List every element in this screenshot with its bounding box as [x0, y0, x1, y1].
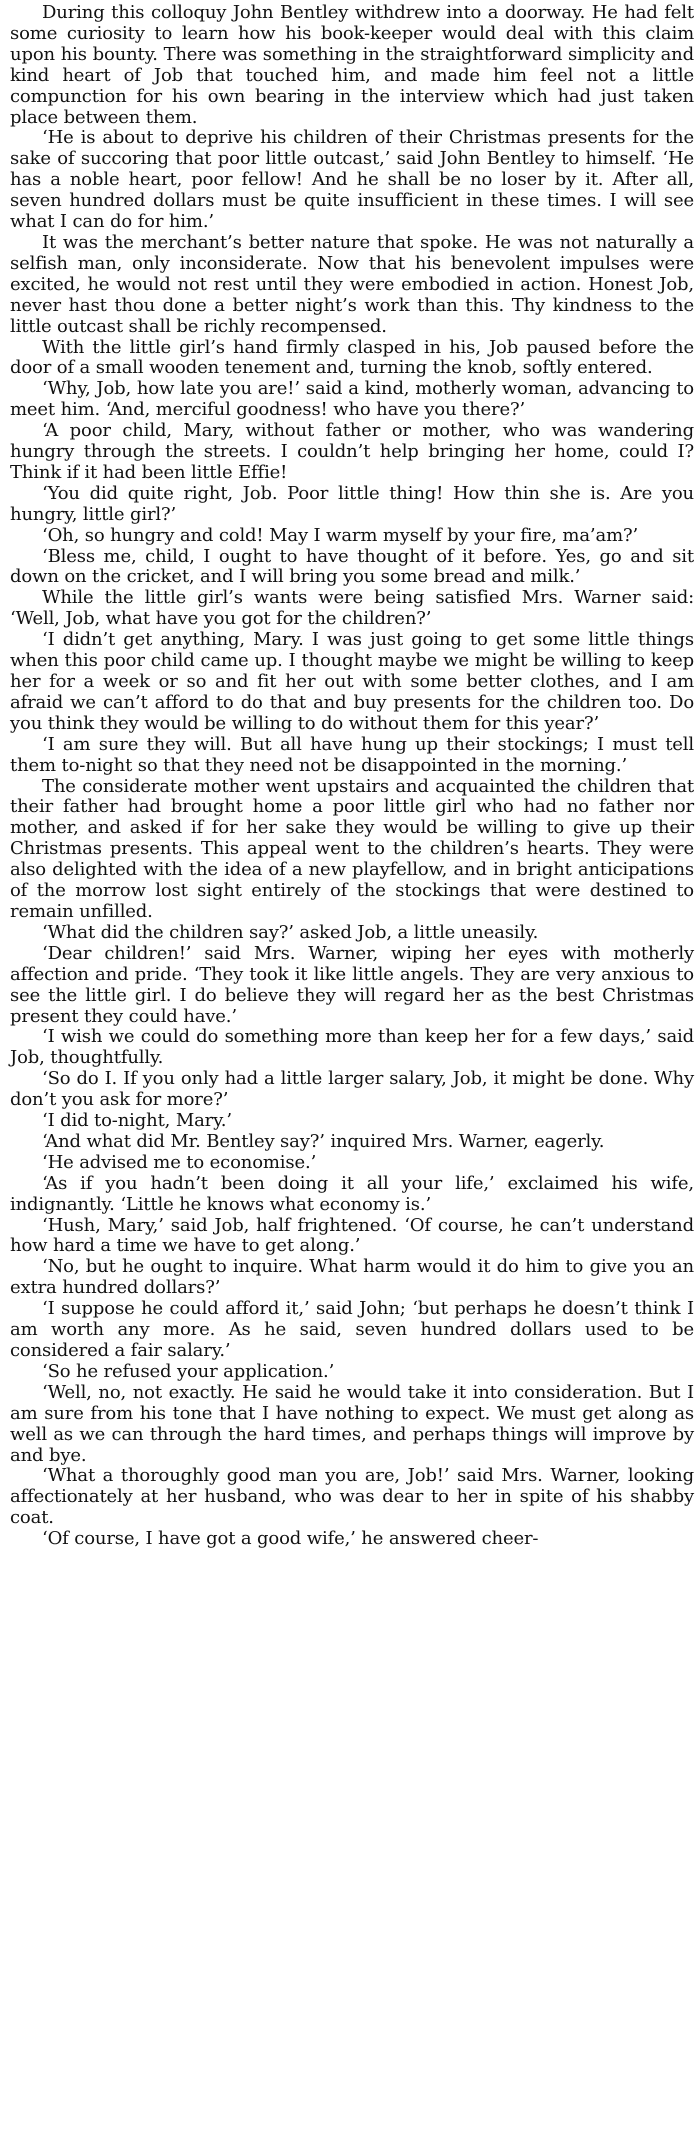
paragraph-economise: ‘He advised me to economise.’ [42, 1151, 317, 1173]
paragraph-good-man: ‘What a thoroughly good man you are, Job!’ said Mrs. Warner, looking affectionately at her husband, who was dear to her in spite of his shabby coat. [10, 1465, 694, 1529]
paragraph-hush-mary: ‘Hush, Mary,’ said Job, half frightened. ‘Of course, he can’t understand how hard a time we have to get along.’ [10, 1214, 694, 1257]
paragraph-larger-salary: ‘So do I. If you only had a little larger salary, Job, it might be done. Why don’t you ask for more?’ [10, 1068, 694, 1111]
paragraph-job-enters: With the little girl’s hand firmly clasped in his, Job paused before the door of a small wooden tenement and, turning the knob, softly entered. [10, 336, 694, 379]
paragraph-indignant-wife: ‘As if you hadn’t been doing it all your life,’ exclaimed his wife, indignantly. ‘Little he knows what economy is.’ [10, 1172, 694, 1215]
paragraph-dear-children: ‘Dear children!’ said Mrs. Warner, wiping her eyes with motherly affection and pride. ‘They took it like little angels. They are very anxious to see the little girl. I do believe they will regard her as the best Christmas present they could have.’ [10, 942, 694, 1027]
paragraph-refused: ‘So he refused your application.’ [42, 1360, 335, 1382]
paragraph-mary-greets: ‘Why, Job, how late you are!’ said a kind, motherly woman, advancing to meet him. ‘And, merciful goodness! who have you there?’ [10, 378, 694, 421]
paragraph-keep-her: ‘I wish we could do something more than keep her for a few days,’ said Job, thoughtfully. [10, 1026, 694, 1069]
paragraph-afford-it: ‘I suppose he could afford it,’ said John; ‘but perhaps he doesn’t think I am worth any more. As he said, seven hundred dollars used to be considered a fair salary.’ [10, 1298, 694, 1361]
paragraph-mrs-warner-asks: While the little girl’s wants were being satisfied Mrs. Warner said: ‘Well, Job, what have you got for the children?’ [10, 587, 694, 630]
paragraph-job-no-presents: ‘I didn’t get anything, Mary. I was just going to get some little things when this poor child came up. I thought maybe we might be willing to keep her for a week or so and fit her out with some better clothes, and I am afraid we can’t afford to do that and buy presents for the children too. Do you think they would be willing to do without them for this year?’ [10, 629, 694, 734]
paragraph-girl-cold: ‘Oh, so hungry and cold! May I warm myself by your fire, ma’am?’ [42, 524, 639, 546]
paragraph-stockings: ‘I am sure they will. But all have hung up their stockings; I must tell them to-night so that they need not be disappointed in the morning.’ [10, 733, 694, 776]
paragraph-mary-approves: ‘You did quite right, Job. Poor little thing! How thin she is. Are you hungry, little girl?’ [10, 482, 694, 525]
paragraph-consideration: ‘Well, no, not exactly. He said he would take it into consideration. But I am sure from his tone that I have nothing to expect. We must get along as well as we can through the hard times, and perhaps things will improve by and bye. [10, 1381, 694, 1466]
paragraph-good-wife: ‘Of course, I have got a good wife,’ he answered cheer- [42, 1528, 539, 1550]
paragraph-job-explains: ‘A poor child, Mary, without father or mother, who was wandering hungry through the streets. I couldn’t help bringing her home, could I? Think if it had been little Effie! [10, 420, 694, 483]
paragraph-bentley-withdrew: During this colloquy John Bentley withdrew into a doorway. He had felt some curiosity to learn how his book-keeper would deal with this claim upon his bounty. There was something in the straightforward simplicity and kind heart of Job that touched him, and made him feel not a little compunction for his own bearing in the interview which had just taken place between them. [10, 2, 694, 128]
paragraph-bread-and-milk: ‘Bless me, child, I ought to have thought of it before. Yes, go and sit down on the cricket, and I will bring you some bread and milk.’ [10, 545, 694, 588]
paragraph-bentley-thoughts: ‘He is about to deprive his children of their Christmas presents for the sake of succoring that poor little outcast,’ said John Bentley to himself. ‘He has a noble heart, poor fellow! And he shall be no loser by it. After all, seven hundred dollars must be quite insufficient in these times. I will see what I can do for him.’ [10, 127, 694, 233]
paragraph-job-uneasy: ‘What did the children say?’ asked Job, a little uneasily. [42, 921, 539, 943]
paragraph-ought-to-inquire: ‘No, but he ought to inquire. What harm would it do him to give you an extra hundred dollars?’ [10, 1256, 694, 1299]
paragraph-mother-upstairs: The considerate mother went upstairs and acquainted the children that their father had brought home a poor little girl who had no father nor mother, and asked if for her sake they would be willing to give up their Christmas presents. This appeal went to the children’s hearts. They were also delighted with the idea of a new playfellow, and in bright anticipations of the morrow lost sight entirely of the stockings that were destined to remain unfilled. [10, 775, 694, 922]
paragraph-did-tonight: ‘I did to-night, Mary.’ [42, 1110, 232, 1132]
paragraph-bentley-say: ‘And what did Mr. Bentley say?’ inquired Mrs. Warner, eagerly. [42, 1130, 605, 1152]
paragraph-better-nature: It was the merchant’s better nature that spoke. He was not naturally a selfish man, only inconsiderate. Now that his benevolent impulses were excited, he would not rest until they were embodied in action. Honest Job, never hast thou done a better night’s work than this. Thy kindness to the little outcast shall be richly recompensed. [10, 231, 694, 337]
